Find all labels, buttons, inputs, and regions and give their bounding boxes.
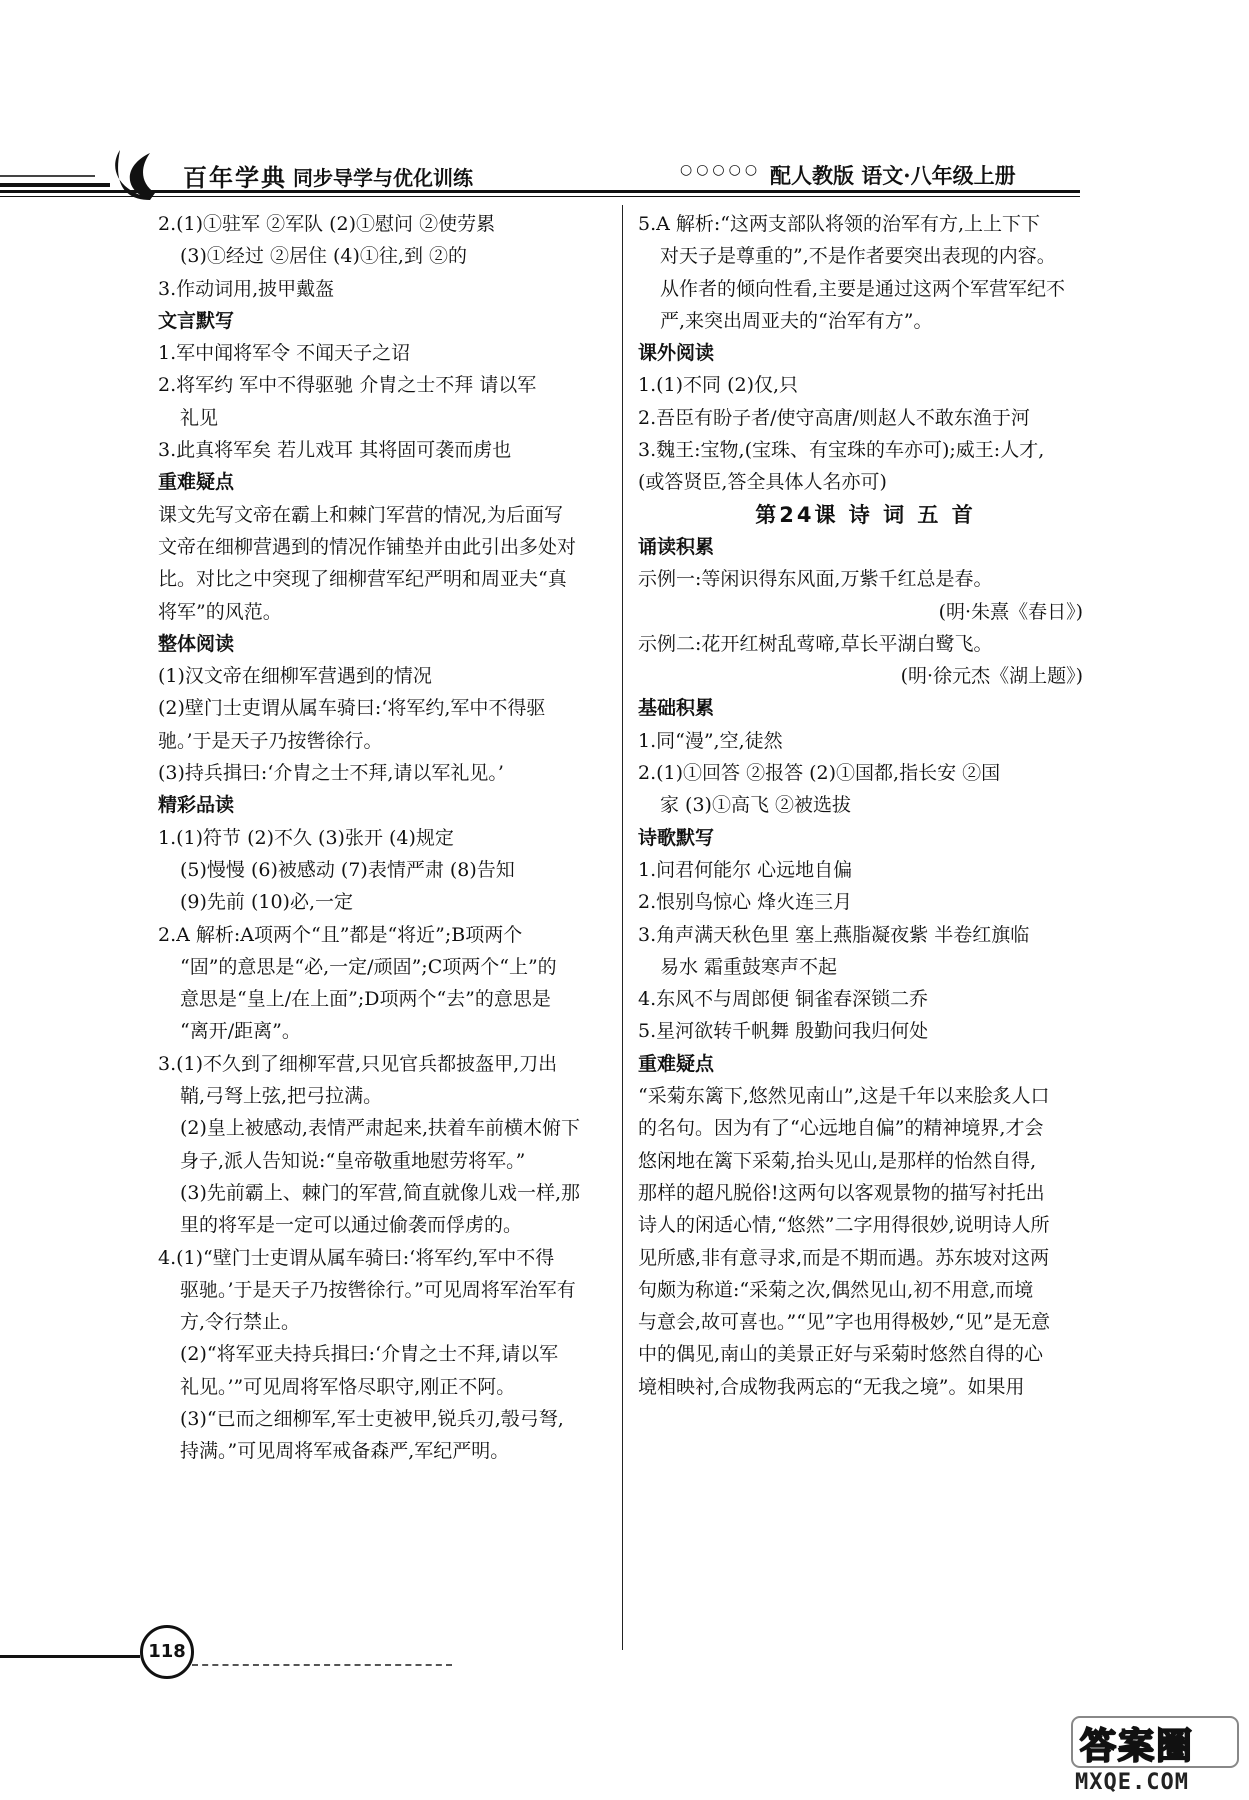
text-line: (3)持兵揖曰:‘介胄之士不拜,请以军礼见。’ [158, 762, 504, 785]
text-line: 驰。’于是天子乃按辔徐行。 [158, 729, 383, 752]
section-heading: 文言默写 [158, 309, 235, 332]
text-line: 文帝在细柳营遇到的情况作铺垫并由此引出多处对 [158, 535, 577, 558]
text-line: 2.A 解析:A项两个“且”都是“将近”;B项两个 [158, 923, 523, 946]
text-line: 驱驰。’于是天子乃按辔徐行。”可见周将军治军有 [180, 1278, 576, 1301]
lesson-title: 第24课 诗 词 五 首 [755, 502, 976, 527]
column-divider [622, 205, 623, 1650]
text-line: 2.(1)①驻军 ②军队 (2)①慰问 ②使劳累 [158, 213, 496, 235]
text-line: 3.此真将军矣 若儿戏耳 其将固可袭而虏也 [158, 439, 512, 462]
text-line: 4.东风不与周郎便 铜雀春深锁二乔 [638, 988, 929, 1011]
text-line: 5.星河欲转千帆舞 殷勤问我归何处 [638, 1020, 929, 1043]
text-line: 见所感,非有意寻求,而是不期而遇。苏东坡对这两 [638, 1246, 1050, 1269]
text-line: 诗人的闲适心情,“悠然”二字用得很妙,说明诗人所 [638, 1214, 1050, 1237]
text-line: 示例一:等闲识得东风面,万紫千红总是春。 [638, 568, 993, 591]
text-line: 2.将军约 军中不得驱驰 介胄之士不拜 请以军 [158, 374, 537, 397]
text-line: 3.魏王:宝物,(宝珠、有宝珠的车亦可);威王:人才, [638, 439, 1045, 462]
section-heading: 课外阅读 [638, 342, 715, 365]
text-line: “采菊东篱下,悠然见南山”,这是千年以来脍炙人口 [638, 1085, 1050, 1108]
text-line: 悠闲地在篱下采菊,抬头见山,是那样的怡然自得, [638, 1149, 1037, 1172]
text-line: 鞘,弓弩上弦,把弓拉满。 [180, 1085, 383, 1108]
text-line: 严,来突出周亚夫的“治军有方”。 [660, 309, 933, 332]
text-line: 对天子是尊重的”,不是作者要突出表现的内容。 [660, 245, 1056, 268]
header-rule-thin [0, 196, 1080, 197]
text-line: 方,令行禁止。 [180, 1311, 301, 1334]
footer-rule [0, 1655, 140, 1658]
right-column [638, 208, 1093, 1403]
text-line: “固”的意思是“必,一定/顽固”;C项两个“上”的 [180, 955, 557, 978]
text-line: 1.(1)符节 (2)不久 (3)张开 (4)规定 [158, 826, 454, 849]
text-line: 将军”的风范。 [158, 600, 282, 623]
text-line: 2.吾臣有盼子者/使守高唐/则赵人不敢东渔于河 [638, 406, 1030, 429]
text-line: 课文先写文帝在霸上和棘门军营的情况,为后面写 [158, 503, 564, 526]
text-line: 3.角声满天秋色里 塞上燕脂凝夜紫 半卷红旗临 [638, 923, 1030, 946]
section-heading: 诵读积累 [638, 535, 715, 558]
edition-label: 配人教版 语文·八年级上册 [770, 163, 1016, 188]
section-heading: 诗歌默写 [638, 826, 715, 849]
text-line: 4.(1)“壁门士吏谓从属车骑曰:‘将军约,军中不得 [158, 1246, 555, 1269]
text-line: 1.问君何能尔 心远地自偏 [638, 858, 853, 881]
text-line: 1.同“漫”,空,徒然 [638, 729, 783, 752]
header-rule [0, 190, 1080, 193]
section-heading: 整体阅读 [158, 632, 235, 655]
text-line: 2.恨别鸟惊心 烽火连三月 [638, 891, 853, 914]
section-heading: 重难疑点 [158, 471, 235, 494]
text-line: (2)“将军亚夫持兵揖曰:‘介胄之士不拜,请以军 [180, 1343, 559, 1366]
footer-dashed-rule [192, 1664, 452, 1666]
text-line: (3)“已而之细柳军,军士吏被甲,锐兵刃,彀弓弩, [180, 1407, 564, 1430]
text-line: 的名句。因为有了“心远地自偏”的精神境界,才会 [638, 1117, 1044, 1140]
header-dots: ○○○○○ [680, 162, 762, 178]
text-line: “离开/距离”。 [180, 1020, 301, 1043]
text-line: 里的将军是一定可以通过偷袭而俘虏的。 [180, 1214, 523, 1237]
series-subtitle: 同步导学与优化训练 [293, 166, 473, 190]
text-line: 礼见。’”可见周将军恪尽职守,刚正不阿。 [180, 1375, 516, 1398]
text-line: 中的偶见,南山的美景正好与采菊时悠然自得的心 [638, 1343, 1044, 1366]
page-number: 118 [140, 1625, 194, 1679]
text-line: 示例二:花开红树乱莺啼,草长平湖白鹭飞。 [638, 632, 993, 655]
text-line: 1.(1)不同 (2)仅,只 [638, 374, 799, 397]
text-line: (或答贤臣,答全具体人名亦可) [638, 471, 887, 494]
section-heading: 精彩品读 [158, 794, 235, 817]
text-line: 比。对比之中突现了细柳营军纪严明和周亚夫“真 [158, 568, 567, 591]
text-line: (3)先前霸上、棘门的军营,简直就像儿戏一样,那 [180, 1181, 580, 1204]
text-line: 境相映衬,合成物我两忘的“无我之境”。如果用 [638, 1375, 1025, 1398]
text-line: (9)先前 (10)必,一定 [180, 891, 353, 914]
text-line: 身子,派人告知说:“皇帝敬重地慰劳将军。” [180, 1149, 526, 1172]
section-heading: 基础积累 [638, 697, 715, 720]
text-line: 5.A 解析:“这两支部队将领的治军有方,上上下下 [638, 213, 1041, 235]
text-line: (2)皇上被感动,表情严肃起来,扶着车前横木俯下 [180, 1117, 580, 1140]
text-line: 那样的超凡脱俗!这两句以客观景物的描写衬托出 [638, 1181, 1045, 1204]
text-line: 意思是“皇上/在上面”;D项两个“去”的意思是 [180, 988, 551, 1011]
section-heading: 重难疑点 [638, 1052, 715, 1075]
text-line: 家 (3)①高飞 ②被选拔 [660, 794, 851, 817]
left-column [158, 208, 618, 1468]
text-line: (3)①经过 ②居住 (4)①往,到 ②的 [180, 245, 467, 268]
text-line: 3.(1)不久到了细柳军营,只见官兵都披盔甲,刀出 [158, 1052, 558, 1075]
series-title: 百年学典 [183, 163, 287, 192]
watermark-chinese-text: 答案圈 [1080, 1726, 1195, 1767]
text-line: 从作者的倾向性看,主要是通过这两个军营军纪不 [660, 277, 1066, 300]
text-line: (明·朱熹《春日》) [938, 600, 1083, 623]
text-line: 句颇为称道:“采菊之次,偶然见山,初不用意,而境 [638, 1278, 1034, 1301]
watermark-url: MXQE.COM [1075, 1770, 1189, 1795]
text-line: (5)慢慢 (6)被感动 (7)表情严肃 (8)告知 [180, 858, 515, 881]
text-line: 3.作动词用,披甲戴盔 [158, 277, 335, 300]
text-line: 2.(1)①回答 ②报答 (2)①国都,指长安 ②国 [638, 762, 1001, 785]
text-line: 与意会,故可喜也。”“见”字也用得极妙,“见”是无意 [638, 1311, 1051, 1334]
text-line: 礼见 [180, 406, 219, 429]
text-line: (2)壁门士吏谓从属车骑曰:‘将军约,军中不得驱 [158, 697, 546, 720]
text-line: 1.军中闻将军令 不闻天子之诏 [158, 342, 411, 365]
text-line: (明·徐元杰《湖上题》) [900, 665, 1083, 688]
text-line: (1)汉文帝在细柳军营遇到的情况 [158, 665, 432, 688]
text-line: 易水 霜重鼓寒声不起 [660, 955, 838, 978]
text-line: 持满。”可见周将军戒备森严,军纪严明。 [180, 1440, 510, 1463]
